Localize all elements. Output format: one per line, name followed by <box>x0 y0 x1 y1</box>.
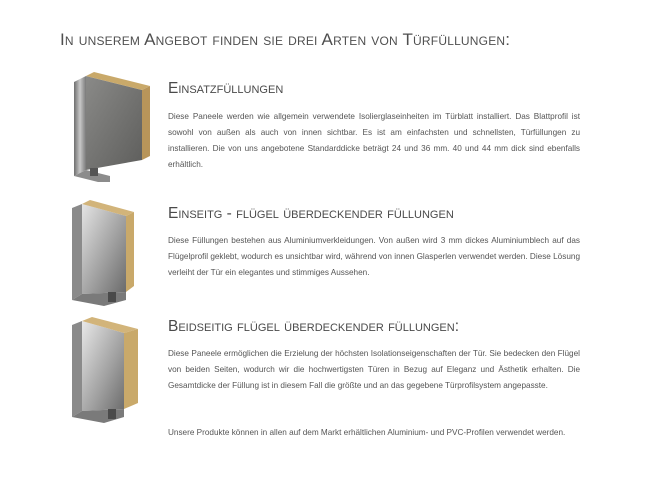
section-title: Einsatzfüllungen <box>168 80 284 97</box>
one-side-covering-panel-image <box>64 200 154 310</box>
section-title: Beidseitig flügel überdeckender füllungen: <box>168 318 460 335</box>
section-title: Einseitg - flügel überdeckender füllungen <box>168 205 454 222</box>
footer-note: Unsere Produkte können in allen auf dem Markt erhältlichen Aluminium- und PVC-Profilen verwendet werden. <box>168 428 566 437</box>
insert-panel-image <box>64 72 154 182</box>
both-sides-covering-panel-image <box>64 315 154 425</box>
page-title: In unserem Angebot finden sie drei Arten von Türfüllungen: <box>60 30 511 49</box>
section-body: Diese Paneele werden wie allgemein verwendete Isolierglaseinheiten im Türblatt installiert. Das Blattprofil ist sowohl von außen als auch von innen sichtbar. Es ist am einfachsten und schnellsten, Türfüllungen zu installieren. Die von uns angebotene Standarddicke beträgt 24 und 36 mm. 40 und 44 mm dick sind ebenfalls erhältlich. <box>168 112 580 169</box>
section-body: Diese Paneele ermöglichen die Erzielung der höchsten Isolationseigenschaften der Tür. Sie bedecken den Flügel von beiden Seiten, wodurch wir die hochwertigsten Türen in Bezug auf Eleganz und Ästhetik erhalten. Die Gesamtdicke der Füllung ist in diesem Fall die größte und an das gegebene Türprofilsystem angepasste. <box>168 349 580 390</box>
section-body: Diese Füllungen bestehen aus Aluminiumverkleidungen. Von außen wird 3 mm dickes Aluminiumblech auf das Flügelprofil geklebt, wodurch es unsichtbar wird, während von innen Glasperlen verwendet werden. Diese Lösung verleiht der Tür ein elegantes und stimmiges Aussehen. <box>168 236 580 277</box>
